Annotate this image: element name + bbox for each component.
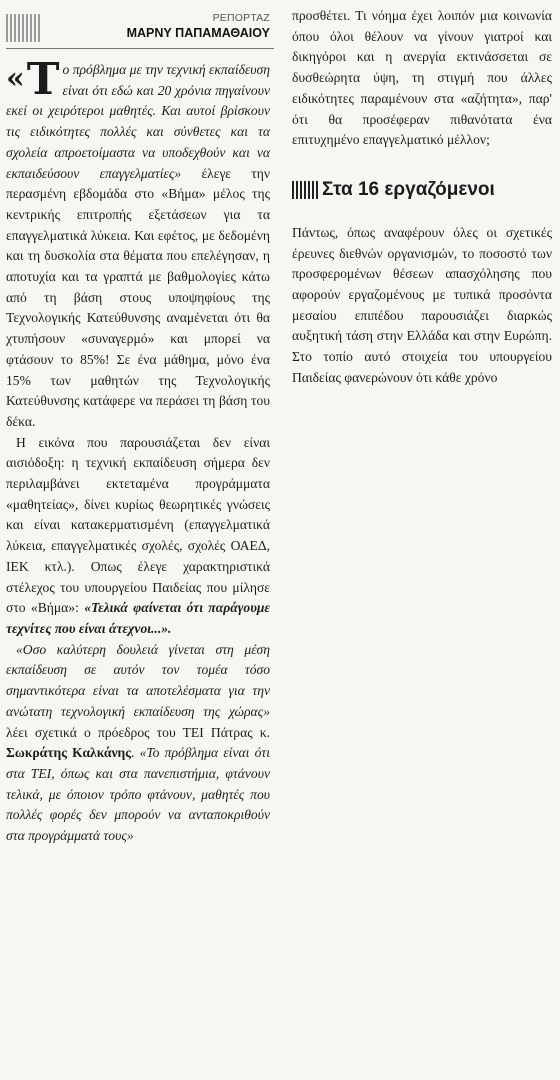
section-category: ΡΕΠΟΡΤΑΖ [212, 12, 270, 24]
author-byline: ΜΑΡΝΥ ΠΑΠΑΜΑΘΑΙΟΥ [126, 26, 270, 40]
drop-quote-mark: « [6, 61, 25, 96]
paragraph-1-text: έλεγε την περασμένη εβδομάδα στο «Βήμα» μέλος της κεντρικής επιτροπής εξετάσεων για τα επαγγελματικά λύκεια. Και εφέτος, με δεδομένη και τη δυσκολία στα θέματα που επελέγησαν, η αποτυχία και τα γραπτά με βαθμολογίες κάτω από τη βάση στους υποψηφίους της Τεχνολογικής Κατεύθυνσης αναμένεται ότι θα χτυπήσουν «συναγερμό» και μπορεί να φτάσουν το 85%! Σε ένα μάθημα, μόνο ένα 15% των μαθητών της Τεχνολογικής Κατεύθυνσης κατάφερε να περάσει τη βάση του δέκα. [6, 165, 270, 429]
article-body-right-2 [290, 223, 556, 389]
paragraph-4 [292, 223, 552, 389]
header-divider [6, 48, 274, 49]
drop-cap: Τ [26, 54, 60, 105]
left-column [0, 0, 278, 847]
subheading-bars-decoration [292, 181, 318, 199]
person-name: Σωκράτης Καλκάνης [6, 745, 131, 761]
president-quote-2: «Το πρόβλημα είναι ότι στα ΤΕΙ, όπως και στα πανεπιστήμια, φτάνουν τελικά, με όποιον τρόπο φτάνουν, μαθητές που πολλές φορές δεν μπορούν να ανταποκριθούν στα προγράμματά τους» [6, 745, 271, 844]
paragraph-3-text-3: προσθέτει. Τι νόημα έχει λοιπόν μια κοινωνία όπου όλοι θέλουν να γίνουν γιατροί και δικηγόροι και η ανεργία εκτινάσσεται σε δυσθεώρητα ύψη, τη στιγμή που άλλες ειδικότητες παραμένουν στα «αζήτητα», παρ' ότι θα προσέφεραν πιθανότατα ένα επιτυχημένο επαγγελματικό μέλλον; [292, 8, 552, 148]
opening-quote: ο πρόβλημα με την τεχνική εκπαίδευση είναι ότι εδώ και 20 χρόνια πηγαίνουν εκεί οι χειρότεροι μαθητές. Και αυτοί βρίσκουν τις ειδικότητες πολλές και σύνθετες και τα σχολεία απροετοίμαστα να υποδεχθούν και να εκπαιδεύσουν επαγγελματίες» [6, 62, 270, 181]
right-column [290, 0, 556, 389]
paragraph-3-continued [292, 6, 552, 151]
paragraph-1 [6, 54, 270, 433]
paragraph-3-text-2: . [130, 745, 140, 761]
section-subheading [292, 179, 556, 201]
paragraph-2 [6, 433, 270, 640]
section-hatch-decoration [6, 14, 40, 42]
paragraph-4-text: Πάντως, όπως αναφέρουν όλες οι σχετικές έρευνες διεθνών οργανισμών, το ποσοστό των προσφερομένων θέσεων απασχόλησης που αφορούν εργαζομένους με τυπικά προσόντα μεσαίου επιπέδου παρουσιάζει διαρκώς αυξητική τάση στην Ελλάδα και στην Ευρώπη. Στο τοπίο αυτό στοιχεία του υπουργείου Παιδείας φανερώνουν ότι κάθε χρόνο [292, 224, 552, 385]
article-body-right [290, 6, 556, 151]
president-quote-1: «Οσο καλύτερη δουλειά γίνεται στη μέση εκπαίδευση σε αυτόν τον τομέα τόσο σημαντικότερα είναι τα αποτελέσματα για την ανώτατη τεχνολογική εκπαίδευση της χώρας» [6, 641, 270, 719]
article-header [0, 0, 278, 60]
article-body-left [0, 54, 278, 847]
paragraph-3-text-1: λέει σχετικά ο πρόεδρος του ΤΕΙ Πάτρας κ. [6, 724, 270, 740]
paragraph-2-text: Η εικόνα που παρουσιάζεται δεν είναι αισιόδοξη: η τεχνική εκπαίδευση σήμερα δεν περιλαμβάνει εκτεταμένα προγράμματα «μαθητείας», δίνει κυρίως θεωρητικές γνώσεις και είναι κατακερματισμένη (επαγγελματικά λύκεια, επαγγελματικές σχολές, σχολές ΟΑΕΔ, ΙΕΚ κτλ.). Οπως έλεγε χαρακτηριστικά στέλεχος του υπουργείου Παιδείας που μίλησε στο «Βήμα»: [6, 434, 270, 616]
subheading-text: Στα 16 εργαζόμενοι [322, 178, 495, 200]
ministry-quote: «Τελικά φαίνεται ότι παράγουμε τεχνίτες που είναι άτεχνοι...». [6, 600, 271, 636]
paragraph-3 [6, 640, 270, 847]
